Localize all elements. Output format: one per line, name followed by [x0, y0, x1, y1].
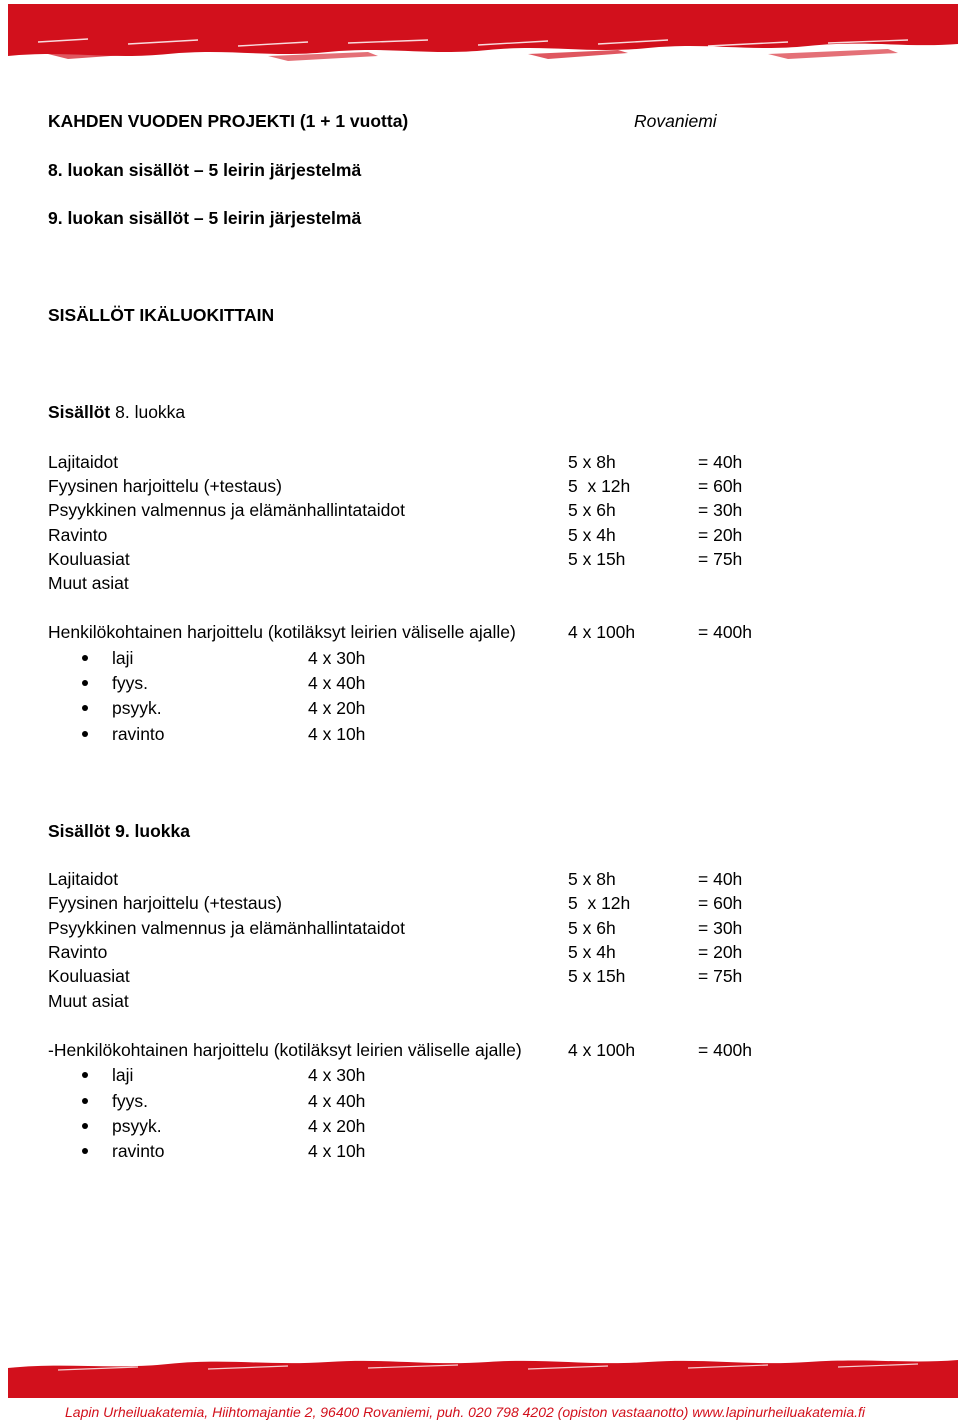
row-total: = 60h: [698, 893, 743, 913]
bullet-label: fyys.: [112, 1091, 148, 1111]
bullet-value: 4 x 20h: [308, 1116, 366, 1136]
row-calc: 5 x 15h: [568, 966, 626, 986]
row-calc: 5 x 15h: [568, 549, 626, 569]
bullet-dot: [82, 655, 88, 661]
grade8-heading-rest: 8. luokka: [110, 402, 186, 422]
row-label: Muut asiat: [48, 573, 129, 593]
bullet-value: 4 x 10h: [308, 724, 366, 744]
footer-brush-band: [8, 1356, 958, 1398]
grade8-heading-prefix: Sisällöt: [48, 402, 111, 422]
grade9-personal-label: -Henkilökohtainen harjoittelu (kotiläksyt leirien väliselle ajalle): [48, 1040, 522, 1060]
grade9-summary-line: 9. luokan sisällöt – 5 leirin järjestelmä: [48, 208, 362, 228]
row-total: = 40h: [698, 452, 743, 472]
row-calc: 5 x 6h: [568, 500, 616, 520]
row-calc: 5 x 6h: [568, 918, 616, 938]
row-total: = 75h: [698, 966, 743, 986]
row-calc: 5 x 12h: [568, 476, 631, 496]
row-label: Ravinto: [48, 942, 108, 962]
grade9-personal-calc: 4 x 100h: [568, 1040, 636, 1060]
row-label: Fyysinen harjoittelu (+testaus): [48, 893, 282, 913]
bullet-label: psyyk.: [112, 698, 162, 718]
row-label: Fyysinen harjoittelu (+testaus): [48, 476, 282, 496]
row-total: = 20h: [698, 942, 743, 962]
bullet-value: 4 x 20h: [308, 698, 366, 718]
row-label: Ravinto: [48, 525, 108, 545]
row-total: = 30h: [698, 500, 743, 520]
bullet-value: 4 x 10h: [308, 1141, 366, 1161]
bullet-label: laji: [112, 1065, 134, 1085]
footer-contact-line: Lapin Urheiluakatemia, Hiihtomajantie 2, 96400 Rovaniemi, puh. 020 798 4202 (opiston vastaanotto) www.lapinurheiluakatemia.fi: [65, 1404, 866, 1420]
bullet-label: fyys.: [112, 673, 148, 693]
grade8-personal-label: Henkilökohtainen harjoittelu (kotiläksyt leirien väliselle ajalle): [48, 622, 516, 642]
section-heading: SISÄLLÖT IKÄLUOKITTAIN: [48, 305, 275, 325]
bullet-dot: [82, 1123, 88, 1129]
bullet-dot: [82, 680, 88, 686]
grade8-summary-line: 8. luokan sisällöt – 5 leirin järjestelmä: [48, 160, 362, 180]
bullet-value: 4 x 30h: [308, 648, 366, 668]
bullet-dot: [82, 705, 88, 711]
bullet-value: 4 x 40h: [308, 1091, 366, 1111]
row-total: = 20h: [698, 525, 743, 545]
grade9-personal-total: = 400h: [698, 1040, 753, 1060]
row-calc: 5 x 8h: [568, 869, 616, 889]
row-label: Kouluasiat: [48, 549, 130, 569]
row-calc: 5 x 12h: [568, 893, 631, 913]
bullet-label: ravinto: [112, 1141, 165, 1161]
bullet-value: 4 x 30h: [308, 1065, 366, 1085]
row-calc: 5 x 8h: [568, 452, 616, 472]
grade8-personal-total: = 400h: [698, 622, 753, 642]
bullet-dot: [82, 1072, 88, 1078]
row-label: Muut asiat: [48, 991, 129, 1011]
bullet-value: 4 x 40h: [308, 673, 366, 693]
bullet-dot: [82, 731, 88, 737]
bullet-dot: [82, 1098, 88, 1104]
row-total: = 40h: [698, 869, 743, 889]
grade8-personal-calc: 4 x 100h: [568, 622, 636, 642]
grade9-heading: Sisällöt 9. luokka: [48, 821, 190, 841]
row-total: = 75h: [698, 549, 743, 569]
bullet-label: laji: [112, 648, 134, 668]
row-label: Lajitaidot: [48, 452, 119, 472]
bullet-label: ravinto: [112, 724, 165, 744]
row-total: = 30h: [698, 918, 743, 938]
location-label: Rovaniemi: [634, 111, 717, 131]
grade8-heading: [48, 401, 185, 423]
row-label: Lajitaidot: [48, 869, 119, 889]
document-title: KAHDEN VUODEN PROJEKTI (1 + 1 vuotta): [48, 111, 409, 131]
row-total: = 60h: [698, 476, 743, 496]
header-brush-band: [8, 4, 958, 66]
bullet-label: psyyk.: [112, 1116, 162, 1136]
row-label: Kouluasiat: [48, 966, 130, 986]
row-label: Psyykkinen valmennus ja elämänhallintataidot: [48, 918, 406, 938]
row-calc: 5 x 4h: [568, 525, 616, 545]
row-label: Psyykkinen valmennus ja elämänhallintataidot: [48, 500, 406, 520]
row-calc: 5 x 4h: [568, 942, 616, 962]
bullet-dot: [82, 1148, 88, 1154]
